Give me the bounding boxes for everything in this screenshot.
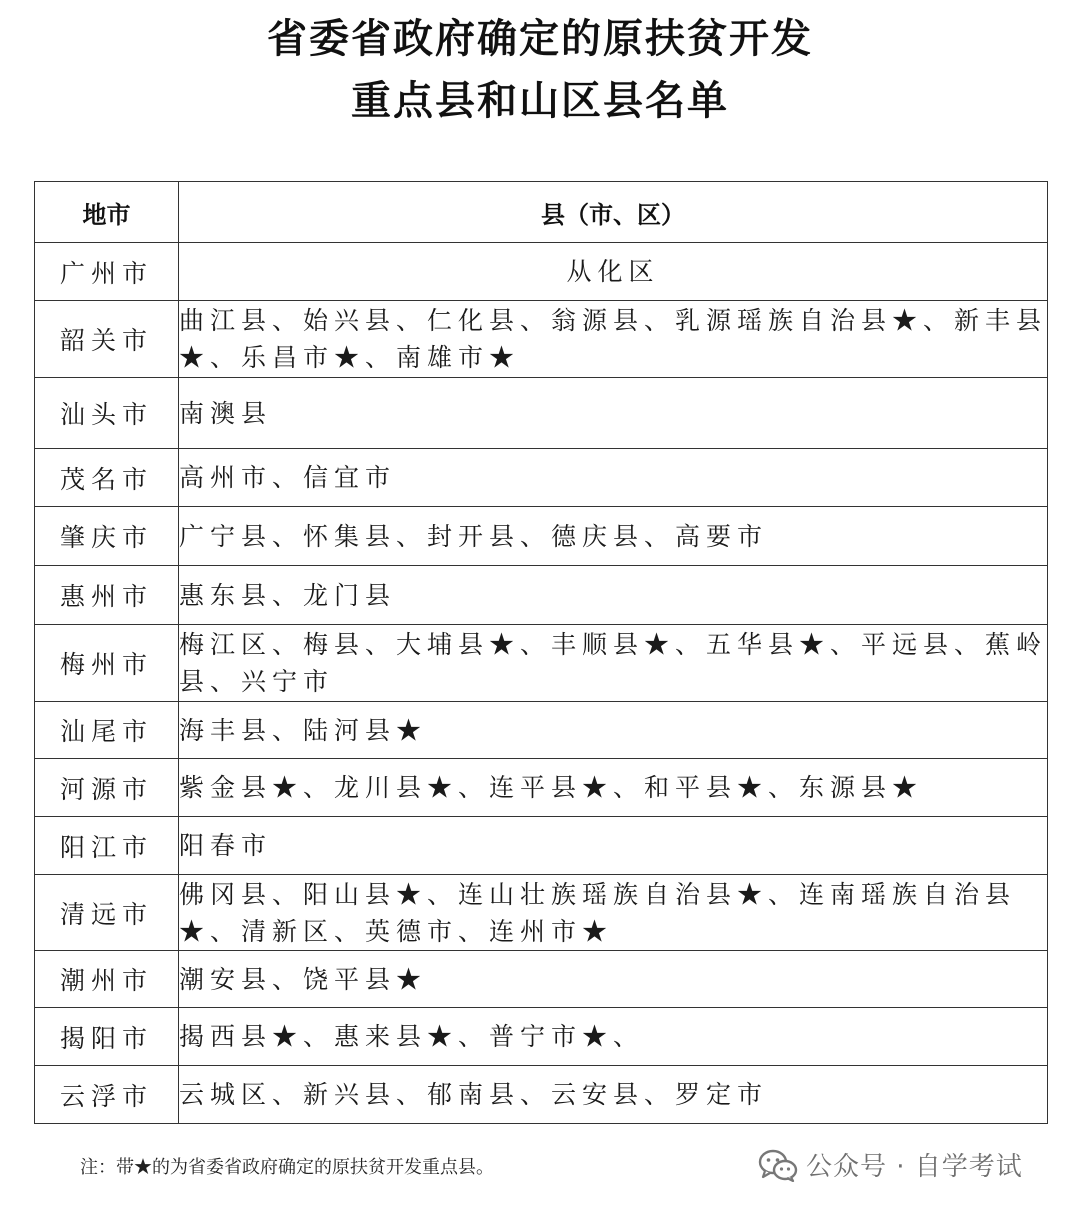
table-row — [35, 507, 1048, 566]
counties-cell: 曲江县、始兴县、仁化县、翁源县、乳源瑶族自治县★、新丰县★、乐昌市★、南雄市★ — [179, 301, 1048, 378]
counties-cell: 从化区 — [179, 243, 1048, 301]
table-row — [35, 702, 1048, 759]
counties-cell: 高州市、信宜市 — [179, 449, 1048, 507]
counties-cell: 南澳县 — [179, 378, 1048, 449]
table-row — [35, 875, 1048, 951]
table-row — [35, 625, 1048, 702]
city-cell: 汕头市 — [35, 378, 179, 449]
counties-cell: 潮安县、饶平县★ — [179, 951, 1048, 1008]
table-row — [35, 759, 1048, 817]
city-cell: 河源市 — [35, 759, 179, 817]
page-title-line-2: 重点县和山区县名单 — [351, 78, 729, 124]
table-row — [35, 1066, 1048, 1124]
county-list-table — [34, 181, 1048, 1124]
counties-cell: 揭西县★、惠来县★、普宁市★、 — [179, 1008, 1048, 1066]
page-title-line-1: 省委省政府确定的原扶贫开发 — [267, 16, 813, 62]
counties-cell: 佛冈县、阳山县★、连山壮族瑶族自治县★、连南瑶族自治县★、清新区、英德市、连州市★ — [179, 875, 1048, 951]
table-header-row — [35, 182, 1048, 243]
counties-cell: 惠东县、龙门县 — [179, 566, 1048, 625]
city-cell: 揭阳市 — [35, 1008, 179, 1066]
table-row — [35, 449, 1048, 507]
wechat-icon — [758, 1148, 798, 1182]
counties-cell: 云城区、新兴县、郁南县、云安县、罗定市 — [179, 1066, 1048, 1124]
table-row — [35, 817, 1048, 875]
table-row — [35, 1008, 1048, 1066]
table-row — [35, 378, 1048, 449]
city-cell: 惠州市 — [35, 566, 179, 625]
watermark — [758, 1146, 1023, 1183]
city-cell: 清远市 — [35, 875, 179, 951]
city-cell: 广州市 — [35, 243, 179, 301]
city-cell: 云浮市 — [35, 1066, 179, 1124]
city-cell: 汕尾市 — [35, 702, 179, 759]
city-cell: 阳江市 — [35, 817, 179, 875]
city-cell: 韶关市 — [35, 301, 179, 378]
watermark-text: 公众号 · 自学考试 — [806, 1152, 1023, 1182]
table-row — [35, 243, 1048, 301]
header-city: 地市 — [35, 182, 179, 243]
table-row — [35, 566, 1048, 625]
city-cell: 潮州市 — [35, 951, 179, 1008]
table-row — [35, 951, 1048, 1008]
header-counties: 县（市、区） — [179, 182, 1048, 243]
table-row — [35, 301, 1048, 378]
counties-cell: 梅江区、梅县、大埔县★、丰顺县★、五华县★、平远县、蕉岭县、兴宁市 — [179, 625, 1048, 702]
counties-cell: 海丰县、陆河县★ — [179, 702, 1048, 759]
city-cell: 茂名市 — [35, 449, 179, 507]
counties-cell: 紫金县★、龙川县★、连平县★、和平县★、东源县★ — [179, 759, 1048, 817]
counties-cell: 广宁县、怀集县、封开县、德庆县、高要市 — [179, 507, 1048, 566]
counties-cell: 阳春市 — [179, 817, 1048, 875]
city-cell: 肇庆市 — [35, 507, 179, 566]
footnote: 注：带★的为省委省政府确定的原扶贫开发重点县。 — [80, 1157, 494, 1178]
city-cell: 梅州市 — [35, 625, 179, 702]
